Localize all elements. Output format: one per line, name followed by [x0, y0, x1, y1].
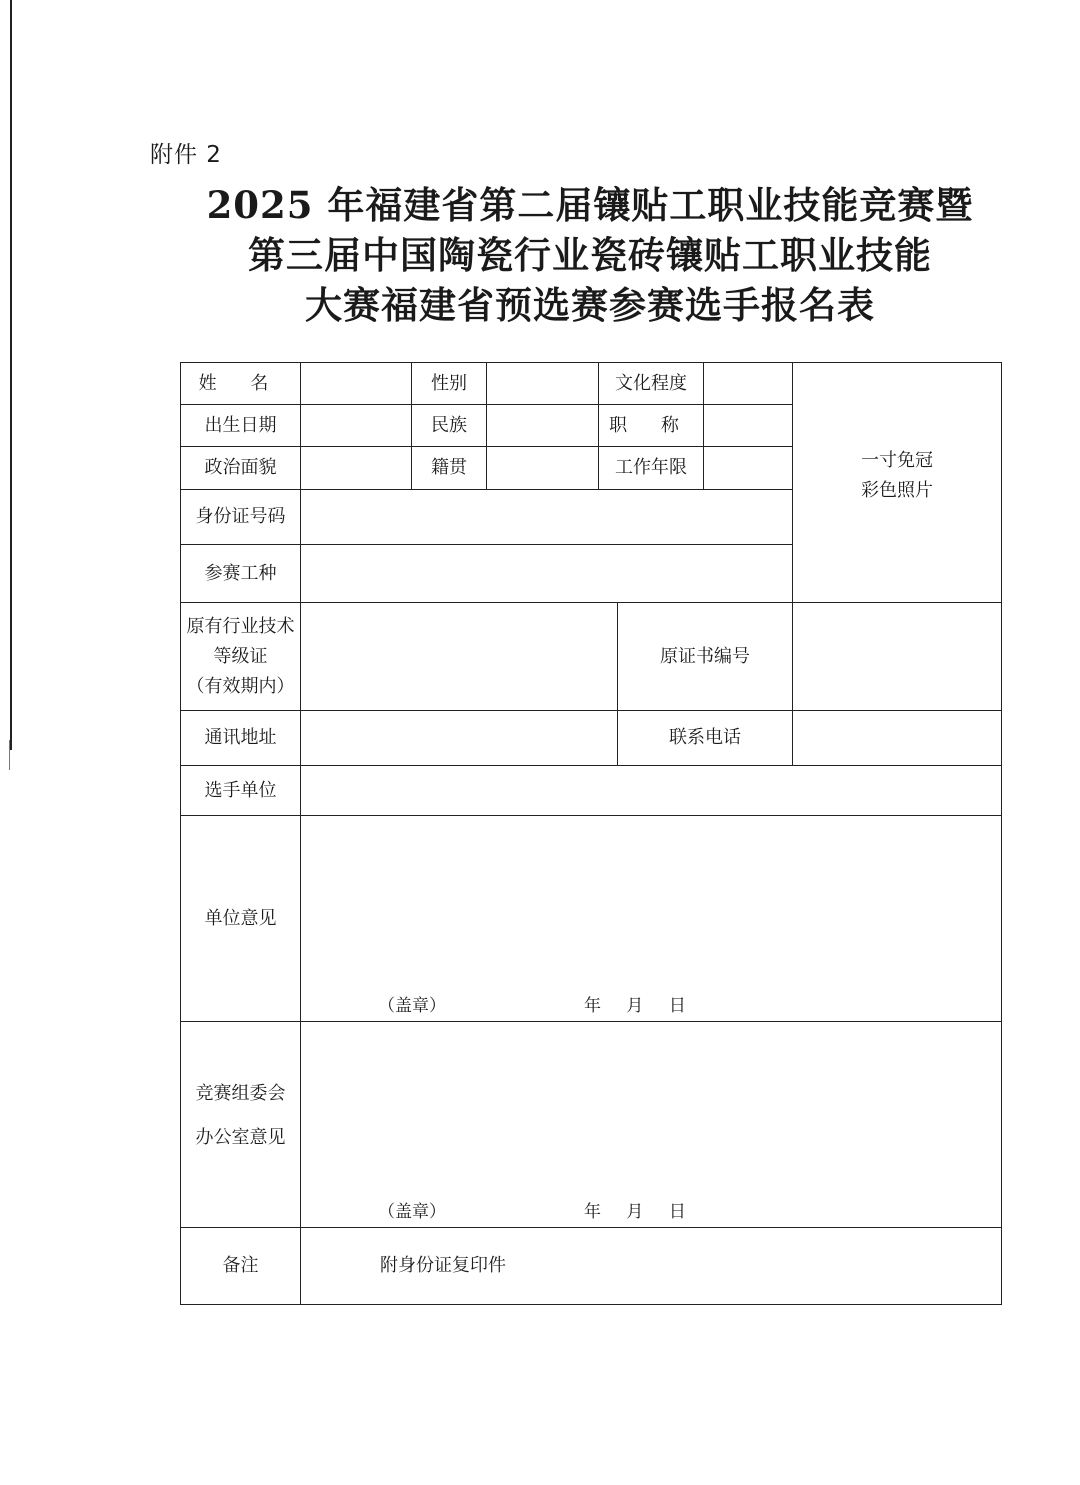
education-label: 文化程度 [615, 372, 687, 394]
title-line-2: 第三届中国陶瓷行业瓷砖镶贴工职业技能 [248, 233, 932, 277]
ethnicity-label: 民族 [431, 414, 467, 436]
scan-edge-line [10, 0, 12, 750]
unit-seal-label: （盖章） [378, 996, 446, 1016]
name-input-cell[interactable] [300, 362, 412, 405]
address-label-cell [180, 710, 301, 766]
form-title [150, 180, 1030, 330]
committee-date [584, 1197, 706, 1222]
education-input-cell[interactable] [703, 362, 793, 405]
photo-line-2: 彩色照片 [861, 479, 933, 501]
gender-label: 性别 [431, 372, 467, 394]
photo-line-1: 一寸免冠 [861, 449, 933, 471]
remarks-value-cell[interactable] [300, 1227, 1002, 1305]
certificate-input-cell[interactable] [300, 602, 618, 711]
gender-label-cell [411, 362, 487, 405]
address-label: 通讯地址 [204, 727, 277, 748]
origin-label: 籍贯 [431, 457, 467, 478]
work-type-label-cell [180, 544, 301, 603]
id-number-label: 身份证号码 [195, 506, 286, 527]
work-years-input-cell[interactable] [703, 446, 793, 490]
unit-opinion-label: 单位意见 [204, 907, 277, 929]
unit-date-day: 日 [668, 996, 686, 1016]
unit-date-month: 月 [626, 996, 644, 1016]
unit-opinion-label-cell [180, 815, 301, 1022]
committee-label-line-2: 办公室意见 [195, 1126, 286, 1148]
phone-label: 联系电话 [669, 727, 741, 748]
job-title-label: 职 称 [609, 414, 693, 436]
remarks-label: 备注 [222, 1255, 259, 1276]
name-label-cell [180, 362, 301, 405]
work-years-label-cell [598, 446, 704, 490]
committee-label-line-1: 竞赛组委会 [195, 1082, 286, 1104]
title-line-3: 大赛福建省预选赛参赛选手报名表 [305, 283, 875, 327]
unit-label-cell [180, 765, 301, 816]
ethnicity-label-cell [411, 404, 487, 447]
political-label: 政治面貌 [204, 457, 277, 478]
work-type-input-cell[interactable] [300, 544, 793, 603]
committee-date-day: 日 [668, 1202, 686, 1222]
registration-form-table [180, 362, 1002, 1305]
origin-input-cell[interactable] [486, 446, 599, 490]
unit-date [584, 991, 706, 1016]
gender-input-cell[interactable] [486, 362, 599, 405]
birth-input-cell[interactable] [300, 404, 412, 447]
job-title-label-cell [598, 404, 704, 447]
title-line-1: 2025 年福建省第二届镶贴工职业技能竞赛暨 [206, 183, 974, 227]
work-years-label: 工作年限 [615, 457, 687, 478]
committee-date-year: 年 [584, 1202, 601, 1222]
origin-label-cell [411, 446, 487, 490]
certificate-label-cell [180, 602, 301, 711]
name-label: 姓 名 [198, 372, 283, 394]
certificate-label-line-3: （有效期内） [186, 675, 295, 697]
cert-number-input-cell[interactable] [792, 602, 1002, 711]
remarks-value: 附身份证复印件 [380, 1255, 506, 1276]
committee-date-month: 月 [626, 1202, 644, 1222]
address-input-cell[interactable] [300, 710, 618, 766]
work-type-label: 参赛工种 [204, 562, 277, 584]
birth-label: 出生日期 [204, 414, 277, 436]
unit-date-year: 年 [584, 996, 601, 1016]
certificate-label-line-1: 原有行业技术 [186, 615, 295, 637]
political-input-cell[interactable] [300, 446, 412, 490]
photo-cell[interactable] [792, 362, 1002, 603]
id-number-label-cell [180, 489, 301, 545]
committee-seal-label: （盖章） [378, 1202, 446, 1222]
phone-label-cell [617, 710, 793, 766]
birth-label-cell [180, 404, 301, 447]
education-label-cell [598, 362, 704, 405]
unit-input-cell[interactable] [300, 765, 1002, 816]
phone-input-cell[interactable] [792, 710, 1002, 766]
cert-number-label: 原证书编号 [660, 645, 750, 667]
attachment-label: 附件 2 [150, 142, 222, 168]
unit-label: 选手单位 [204, 779, 277, 801]
cert-number-label-cell [617, 602, 793, 711]
scan-edge-mark [9, 740, 10, 770]
committee-opinion-label-cell [180, 1021, 301, 1228]
job-title-input-cell[interactable] [703, 404, 793, 447]
political-label-cell [180, 446, 301, 490]
remarks-label-cell [180, 1227, 301, 1305]
ethnicity-input-cell[interactable] [486, 404, 599, 447]
certificate-label-line-2: 等级证 [213, 645, 268, 667]
id-number-input-cell[interactable] [300, 489, 793, 545]
